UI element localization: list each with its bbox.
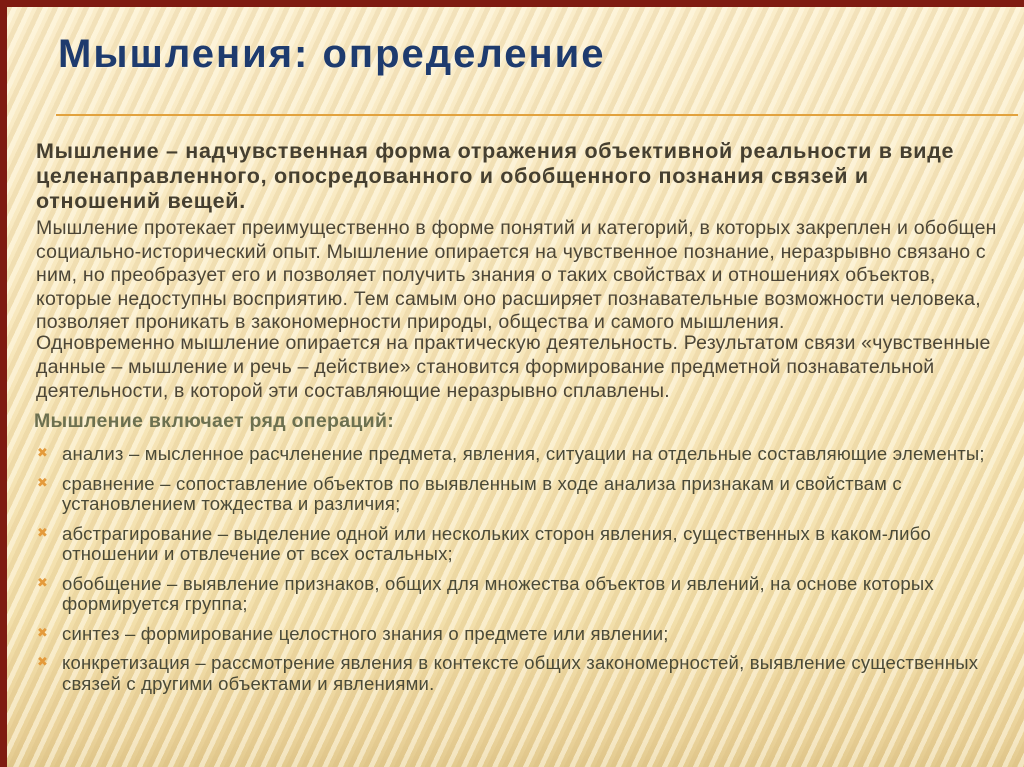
- definition-line: целенаправленного, опосредованного и обобщенного познания связей и: [36, 164, 869, 188]
- list-item-concretization: [37, 653, 1008, 694]
- x-bullet-icon: ✖: [37, 655, 49, 670]
- x-bullet-icon: ✖: [37, 625, 49, 641]
- definition-line: отношений вещей.: [36, 189, 246, 213]
- list-item-generalization: [37, 574, 1008, 615]
- list-item-text: отношении и отвлечение от всех остальных;: [62, 543, 453, 564]
- list-item-text: сравнение – сопоставление объектов по выявленным в ходе анализа признакам и свойствам с: [62, 472, 902, 494]
- activity-paragraph: [36, 331, 1000, 403]
- operations-list: [37, 444, 1008, 703]
- description-line: ним, но преобразует его и позволяет получить знания о таких свойствах и отношениях объектов,: [36, 264, 936, 287]
- description-line: которые недоступны восприятию. Тем самым оно расширяет познавательные возможности человека,: [36, 287, 981, 310]
- description-line: социально-исторический опыт. Мышление опирается на чувственное познание, неразрывно связано с: [36, 240, 986, 263]
- definition-line: Мышление – надчувственная форма отражения объективной реальности в виде: [36, 139, 955, 163]
- slide-title: Мышления: определение: [58, 32, 606, 76]
- activity-line: деятельности, в которой эти составляющие неразрывно сплавлены.: [36, 380, 670, 402]
- list-item-text: анализ – мысленное расчленение предмета, явления, ситуации на отдельные составляющие элементы;: [62, 443, 985, 464]
- left-edge-stripe: [0, 0, 7, 767]
- description-line: Мышление протекает преимущественно в форме понятий и категорий, в которых закреплен и обобщен: [36, 217, 997, 239]
- list-item-text: абстрагирование – выделение одной или нескольких сторон явления, существенных в каком-либо: [62, 522, 931, 544]
- activity-line: данные – мышление и речь – действие» становится формирование предметной познавательной: [36, 356, 935, 378]
- description-paragraph: [36, 217, 1000, 335]
- list-item-text: установлением тождества и различия;: [62, 493, 401, 514]
- description-line: позволяет проникать в закономерности природы, общества и самого мышления.: [36, 311, 785, 334]
- title-divider-rule: [56, 114, 1018, 116]
- list-item-analysis: [37, 444, 1008, 465]
- list-item-text: обобщение – выявление признаков, общих для множества объектов и явлений, на основе которых: [62, 572, 934, 594]
- list-item-text: синтез – формирование целостного знания о предмете или явлении;: [62, 622, 669, 644]
- list-item-text: формируется группа;: [62, 593, 248, 614]
- x-bullet-icon: ✖: [37, 446, 49, 461]
- x-bullet-icon: ✖: [37, 525, 49, 541]
- list-item-synthesis: [37, 624, 1008, 645]
- top-edge-stripe: [0, 0, 1024, 7]
- operations-heading: Мышление включает ряд операций:: [34, 410, 395, 432]
- list-item-abstraction: [37, 524, 1008, 565]
- list-item-text: связей с другими объектами и явлениями.: [62, 672, 435, 694]
- list-item-text: конкретизация – рассмотрение явления в контексте общих закономерностей, выявление существенных: [62, 652, 979, 673]
- activity-line: Одновременно мышление опирается на практическую деятельность. Результатом связи «чувственные: [36, 332, 991, 354]
- list-item-comparison: [37, 474, 1008, 515]
- x-bullet-icon: ✖: [37, 475, 49, 491]
- definition-paragraph: [36, 139, 1000, 214]
- x-bullet-icon: ✖: [37, 575, 49, 591]
